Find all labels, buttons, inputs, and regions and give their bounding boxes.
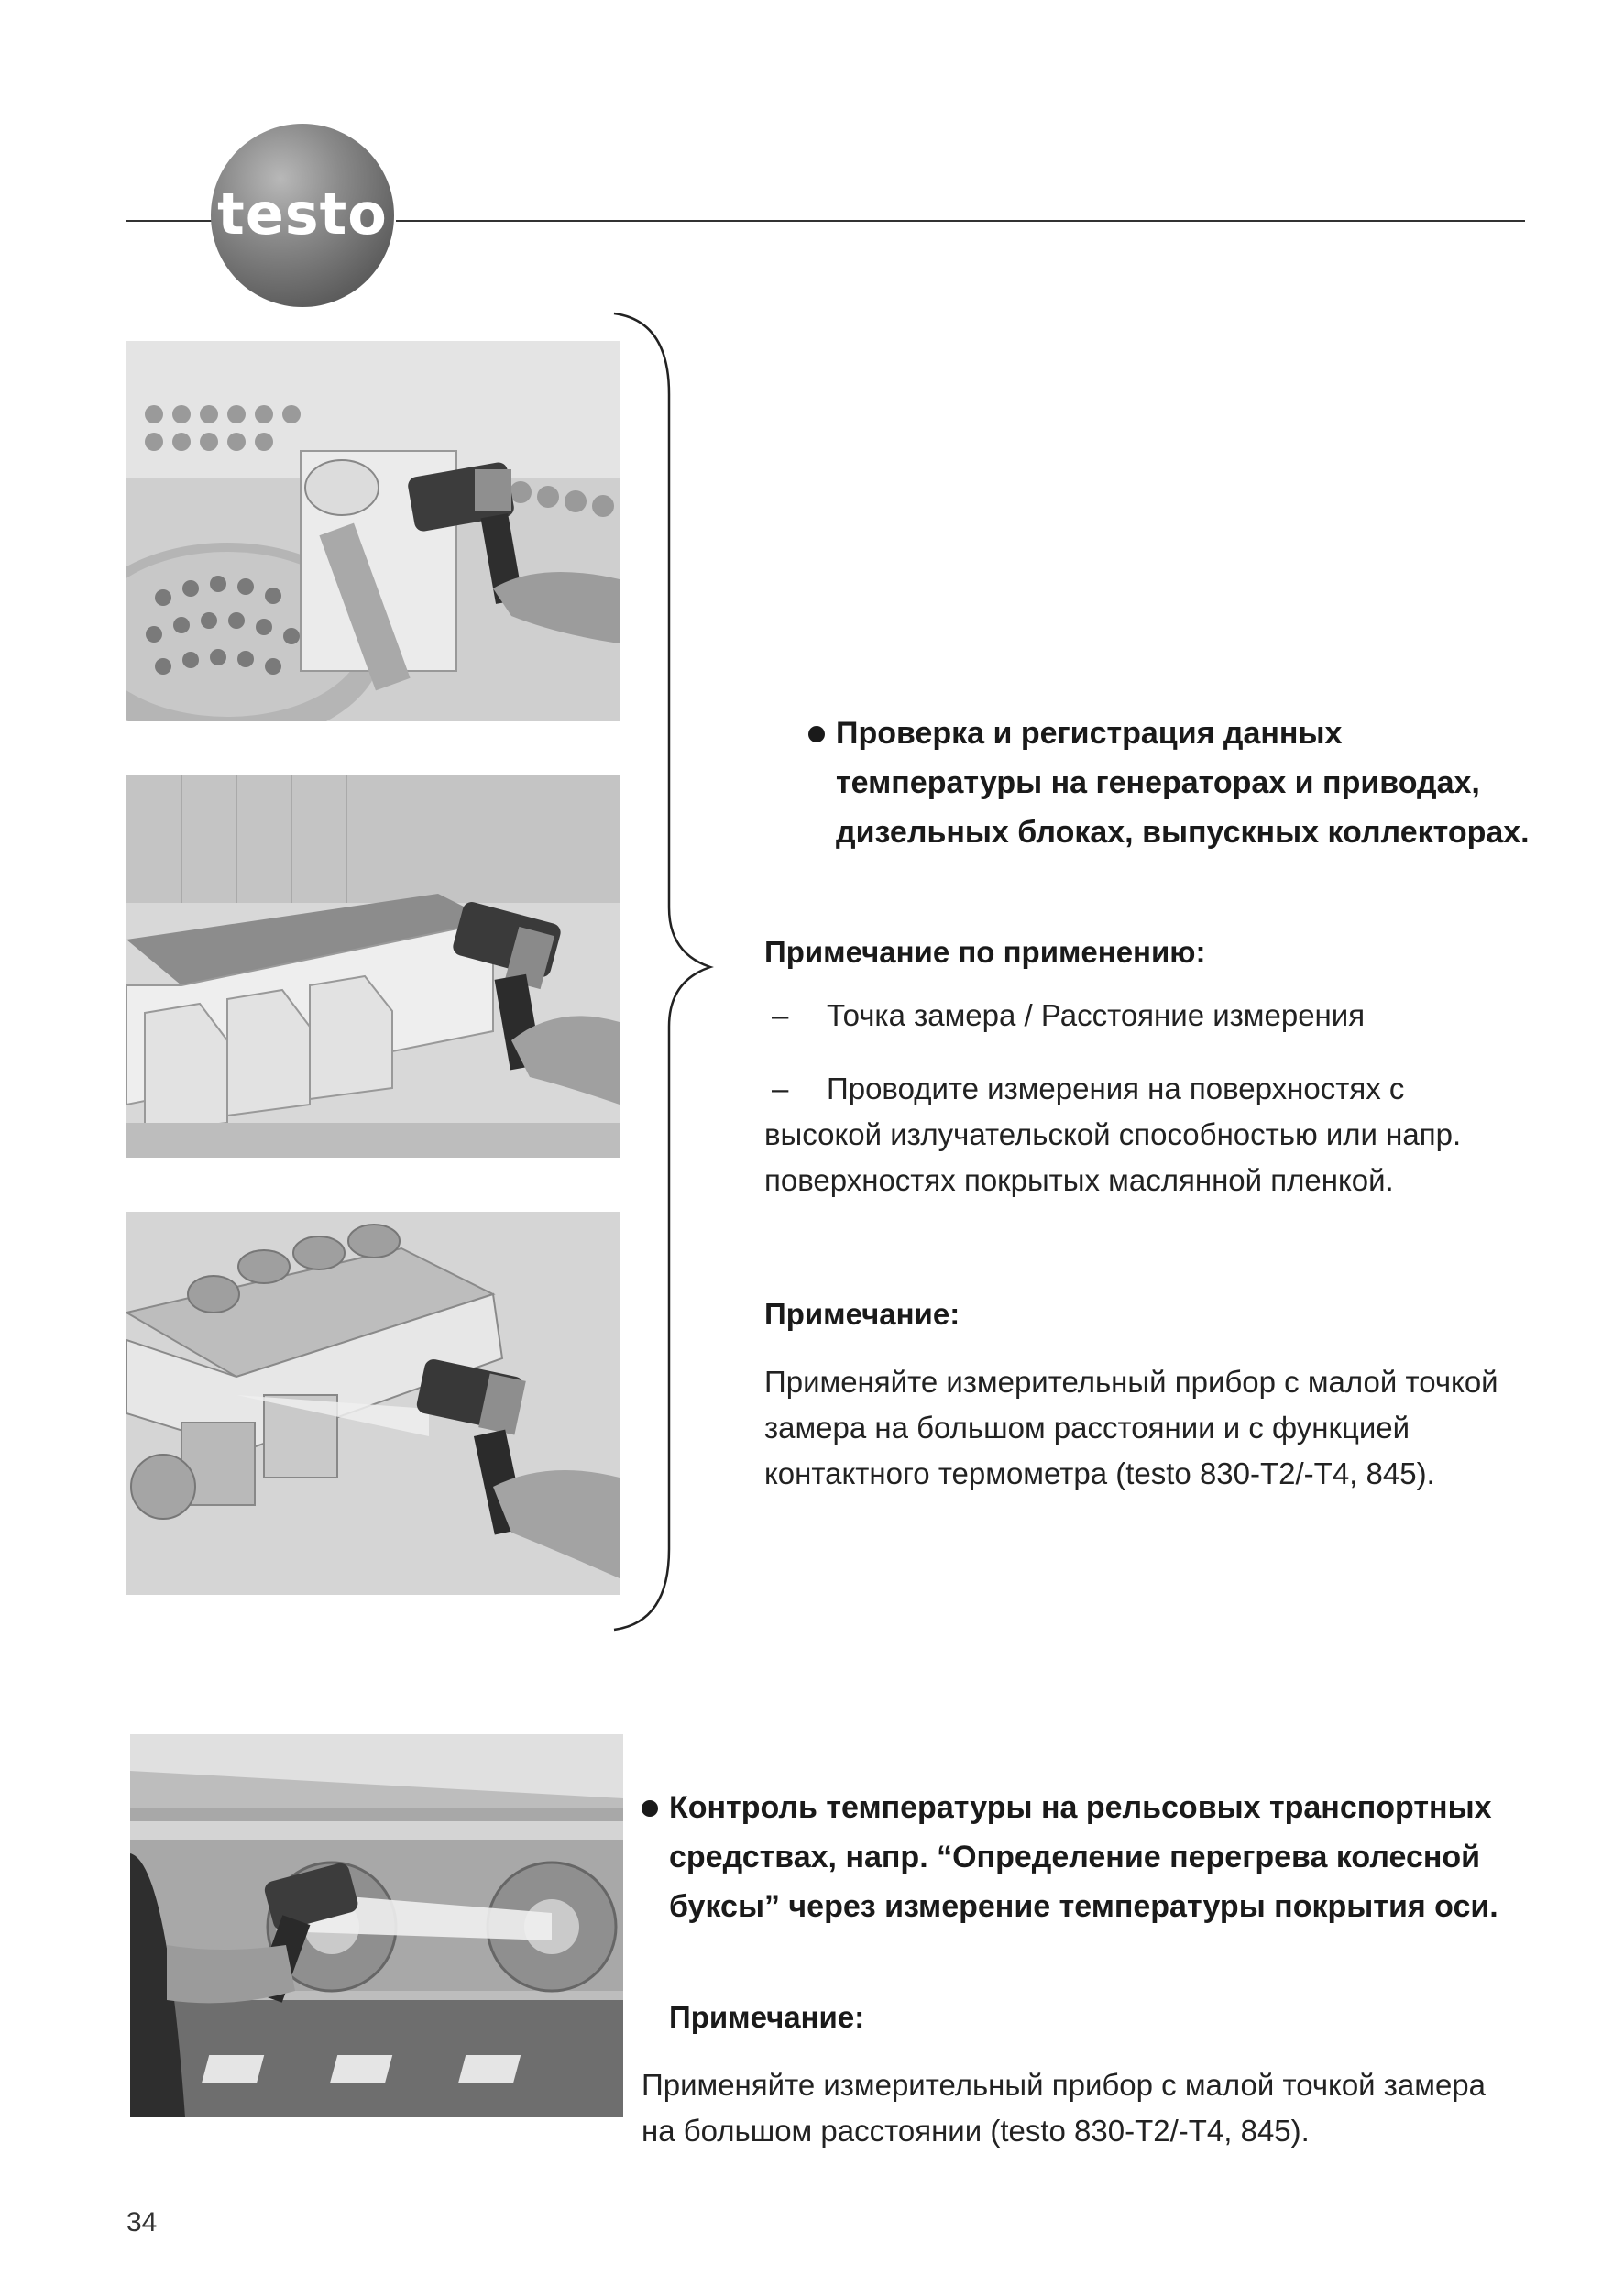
application-note-title: Примечание по применению: [764, 935, 1206, 969]
section-heading-railway [669, 1783, 1531, 1931]
note-title: Примечание: [764, 1297, 960, 1331]
logo-wordmark: testo [217, 180, 388, 247]
application-note-item-text: Проводите измерения на поверхностях с высокой излучательской способностью или напр. поверхностях покрытых маслянной пленкой. [764, 1072, 1462, 1197]
application-note-item [764, 993, 1516, 1039]
testo-logo [211, 124, 394, 307]
dash-marker: – [772, 998, 789, 1032]
note-text: Применяйте измерительный прибор с малой точкой замера на большом расстоянии и с функцией контактного термометра (testo 830-T2/-T4, 845). [764, 1365, 1498, 1490]
section-heading-generators [836, 709, 1532, 857]
grouping-brace [605, 312, 715, 1632]
photo-conveyor-measurement [126, 341, 620, 721]
page-number: 34 [126, 2207, 158, 2237]
note-title: Примечание: [669, 2000, 865, 2034]
application-note-item [764, 1066, 1516, 1203]
section-heading-text: Контроль температуры на рельсовых транспортных средствах, напр. “Определение перегрева колесной буксы” через измерение температуры покрытия оси. [669, 1790, 1498, 1924]
dash-marker: – [772, 1072, 789, 1105]
photo-generator-measurement [126, 775, 620, 1158]
bullet-icon [808, 726, 825, 742]
photo-railway-axle-measurement [130, 1734, 623, 2117]
section-heading-text: Проверка и регистрация данных температуры на генераторах и приводах, дизельных блоках, выпускных коллекторах. [836, 716, 1530, 850]
note-text: Применяйте измерительный прибор с малой точкой замера на большом расстоянии (testo 830-T2/-T4, 845). [642, 2068, 1487, 2148]
header-rule-left [126, 220, 218, 222]
photo-engine-measurement [126, 1212, 620, 1595]
bullet-icon [642, 1800, 658, 1817]
application-note-item-text: Точка замера / Расстояние измерения [827, 998, 1366, 1032]
header-rule-right [396, 220, 1525, 222]
